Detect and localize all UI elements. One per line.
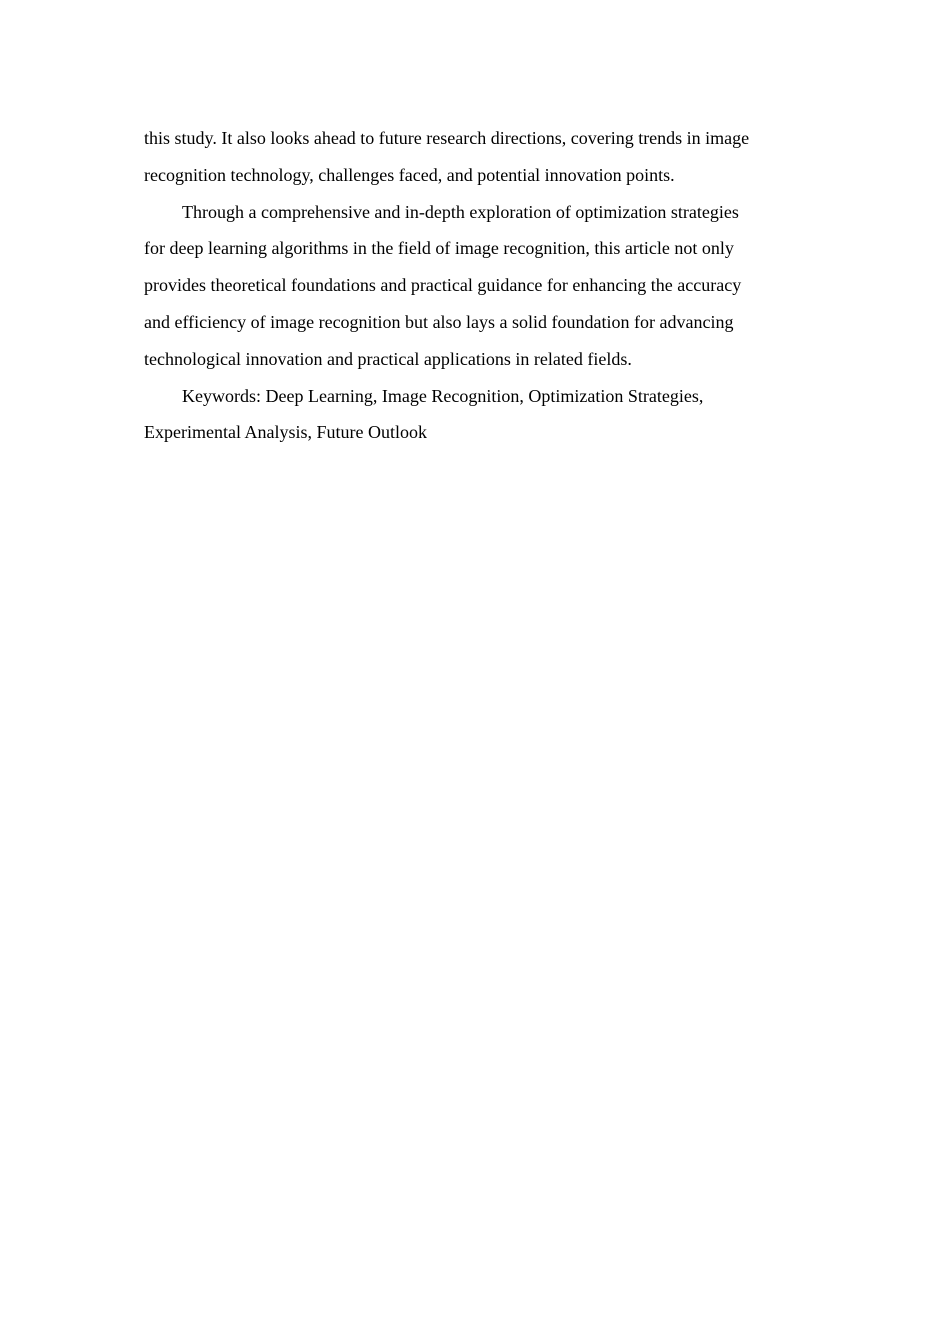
body-text (144, 120, 804, 451)
paragraph-continuation (144, 120, 804, 194)
keywords-line: Experimental Analysis, Future Outlook (144, 422, 427, 443)
text-line: Through a comprehensive and in-depth exploration of optimization strategies (182, 201, 739, 222)
text-line: recognition technology, challenges faced, and potential innovation points. (144, 164, 675, 185)
text-line: technological innovation and practical applications in related fields. (144, 348, 632, 369)
text-line: for deep learning algorithms in the field of image recognition, this article not only (144, 238, 734, 259)
keywords-paragraph (144, 378, 804, 452)
text-line: provides theoretical foundations and practical guidance for enhancing the accuracy (144, 275, 742, 296)
text-line: this study. It also looks ahead to future research directions, covering trends in image (144, 128, 750, 148)
paragraph-summary (144, 194, 804, 378)
keywords-line: Keywords: Deep Learning, Image Recognition, Optimization Strategies, (182, 385, 704, 406)
text-line: and efficiency of image recognition but also lays a solid foundation for advancing (144, 311, 734, 332)
